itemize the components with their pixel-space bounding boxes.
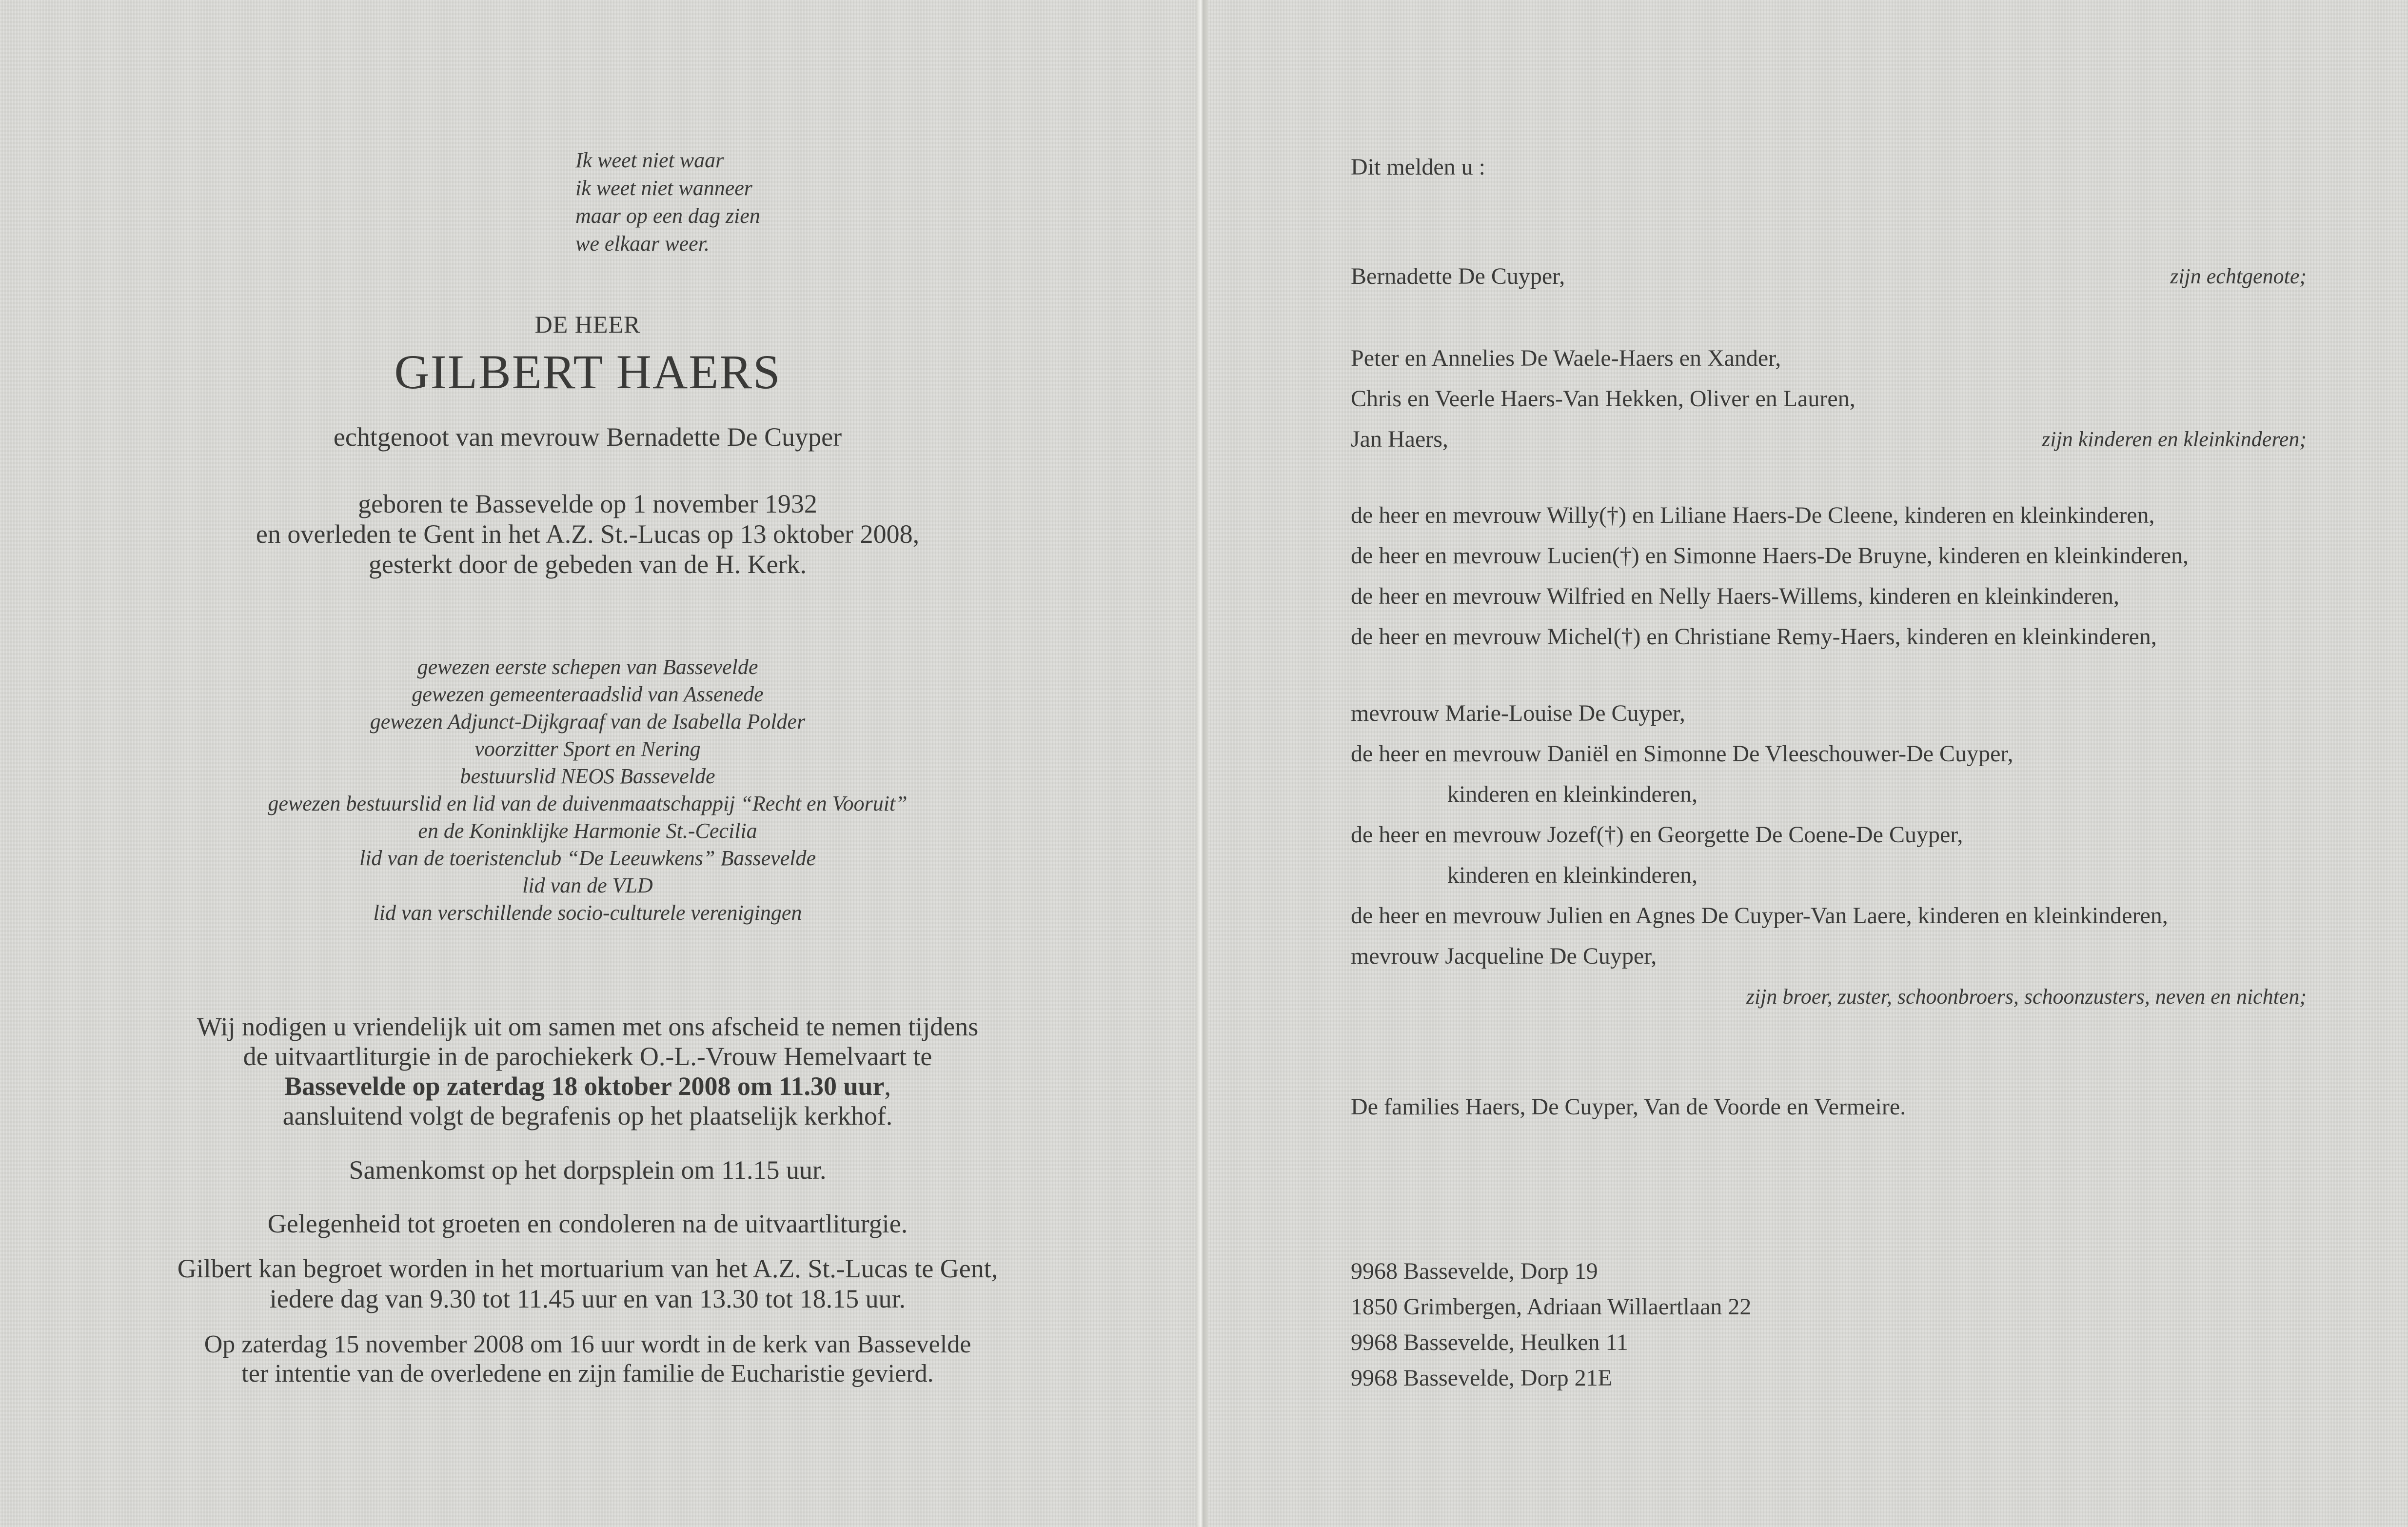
spouse-relation: zijn echtgenote; (2170, 264, 2307, 288)
mass-info (0, 1330, 1175, 1388)
sibling-entry: kinderen en kleinkinderen, (1447, 862, 1698, 888)
role-item: gewezen gemeenteraadslid van Assenede (412, 682, 764, 706)
addresses-block (1351, 1258, 2307, 1401)
role-item: gewezen Adjunct-Dijkgraaf van de Isabella Polder (370, 710, 806, 734)
children-block (1351, 345, 2307, 467)
mass-line: ter intentie van de overledene en zijn familie de Eucharistie gevierd. (241, 1360, 934, 1388)
role-item: gewezen eerste schepen van Bassevelde (417, 655, 758, 679)
child-entry: Peter en Annelies De Waele-Haers en Xander, (1351, 345, 1781, 371)
condolence-info: Gelegenheid tot groeten en condoleren na de uitvaartliturgie. (267, 1209, 908, 1238)
birth-death-info (0, 489, 1175, 579)
poem-line: maar op een dag zien (575, 204, 760, 228)
funeral-date: Bassevelde op zaterdag 18 oktober 2008 om 11.30 uur (284, 1071, 885, 1101)
spouse-line: echtgenoot van mevrouw Bernadette De Cuyper (333, 422, 842, 452)
role-item: bestuurslid NEOS Bassevelde (460, 764, 715, 788)
left-page (0, 0, 1196, 1527)
right-page (1208, 0, 2408, 1527)
children-relation: zijn kinderen en kleinkinderen; (2042, 427, 2307, 451)
invite-line: Wij nodigen u vriendelijk uit om samen met ons afscheid te nemen tijdens (197, 1012, 979, 1041)
death-line: en overleden te Gent in het A.Z. St.-Lucas op 13 oktober 2008, (256, 519, 920, 549)
sibling-entry: de heer en mevrouw Jozef(†) en Georgette De Coene-De Cuyper, (1351, 822, 1963, 848)
sibling-entry: de heer en mevrouw Julien en Agnes De Cuyper-Van Laere, kinderen en kleinkinderen, (1351, 903, 2168, 929)
role-item: lid van de toeristenclub “De Leeuwkens” Bassevelde (359, 846, 816, 870)
gathering-info: Samenkomst op het dorpsplein om 11.15 uur. (349, 1155, 827, 1185)
spouse-entry (1351, 263, 2307, 290)
funeral-invitation (0, 1012, 1175, 1131)
sibling-entry: kinderen en kleinkinderen, (1447, 781, 1698, 807)
sibling-entry: mevrouw Jacqueline De Cuyper, (1351, 943, 1657, 969)
child-entry: Chris en Veerle Haers-Van Hekken, Oliver en Lauren, (1351, 386, 1855, 412)
sibling-entry: de heer en mevrouw Lucien(†) en Simonne Haers-De Bruyne, kinderen en kleinkinderen, (1351, 543, 2189, 569)
intro-line: Dit melden u : (1351, 154, 1485, 180)
spouse-name: Bernadette De Cuyper, (1351, 263, 1565, 289)
role-item: lid van verschillende socio-culturele verenigingen (373, 901, 802, 925)
honorific: DE HEER (534, 311, 641, 338)
mass-line: Op zaterdag 15 november 2008 om 16 uur wordt in de kerk van Bassevelde (204, 1330, 971, 1358)
role-item: gewezen bestuurslid en lid van de duivenmaatschappij “Recht en Vooruit” (268, 792, 908, 815)
sibling-entry: de heer en mevrouw Daniël en Simonne De Vleeschouwer-De Cuyper, (1351, 741, 2013, 767)
birth-line: geboren te Bassevelde op 1 november 1932 (358, 489, 817, 518)
poem-line: Ik weet niet waar (575, 148, 724, 172)
poem-line: ik weet niet wanneer (575, 176, 752, 200)
address-entry: 1850 Grimbergen, Adriaan Willaertlaan 22 (1351, 1294, 1752, 1320)
address-entry: 9968 Bassevelde, Dorp 19 (1351, 1258, 1598, 1284)
role-item: voorzitter Sport en Nering (474, 737, 701, 761)
siblings-relation: zijn broer, zuster, schoonbroers, schoonzusters, neven en nichten; (1746, 985, 2307, 1009)
siblings-relation-row (1351, 984, 2307, 1024)
visiting-line: Gilbert kan begroet worden in het mortuarium van het A.Z. St.-Lucas te Gent, (177, 1254, 998, 1283)
visiting-line: iedere dag van 9.30 tot 11.45 uur en van 13.30 tot 18.15 uur. (269, 1284, 906, 1313)
sibling-entry: de heer en mevrouw Michel(†) en Christiane Remy-Haers, kinderen en kleinkinderen, (1351, 624, 2157, 650)
poem (575, 146, 917, 258)
role-item: lid van de VLD (522, 873, 653, 897)
church-line: gesterkt door de gebeden van de H. Kerk. (368, 550, 807, 579)
fold-crease (1196, 0, 1208, 1527)
families-line: De families Haers, De Cuyper, Van de Voorde en Vermeire. (1351, 1094, 1906, 1120)
sibling-entry: de heer en mevrouw Willy(†) en Liliane Haers-De Cleene, kinderen en kleinkinderen, (1351, 502, 2155, 528)
address-entry: 9968 Bassevelde, Dorp 21E (1351, 1365, 1612, 1391)
child-entry: Jan Haers, zijn kinderen en kleinkinderen; (1351, 426, 2307, 452)
visiting-info (0, 1253, 1175, 1314)
role-item: en de Koninklijke Harmonie St.-Cecilia (418, 819, 757, 843)
sibling-entry: mevrouw Marie-Louise De Cuyper, (1351, 700, 1685, 726)
sibling-entry: de heer en mevrouw Wilfried en Nelly Haers-Willems, kinderen en kleinkinderen, (1351, 583, 2120, 609)
invite-date-line: Bassevelde op zaterdag 18 oktober 2008 om 11.30 uur, (284, 1071, 891, 1101)
poem-line: we elkaar weer. (575, 232, 710, 256)
address-entry: 9968 Bassevelde, Heulken 11 (1351, 1329, 1628, 1355)
invite-line: de uitvaartliturgie in de parochiekerk O.-L.-Vrouw Hemelvaart te (243, 1042, 932, 1071)
deceased-name: GILBERT HAERS (394, 345, 781, 399)
invite-line: aansluitend volgt de begrafenis op het plaatselijk kerkhof. (282, 1101, 893, 1130)
decuyper-siblings-block (1351, 700, 2307, 1024)
haers-siblings-block (1351, 502, 2307, 664)
roles-list (0, 654, 1175, 927)
